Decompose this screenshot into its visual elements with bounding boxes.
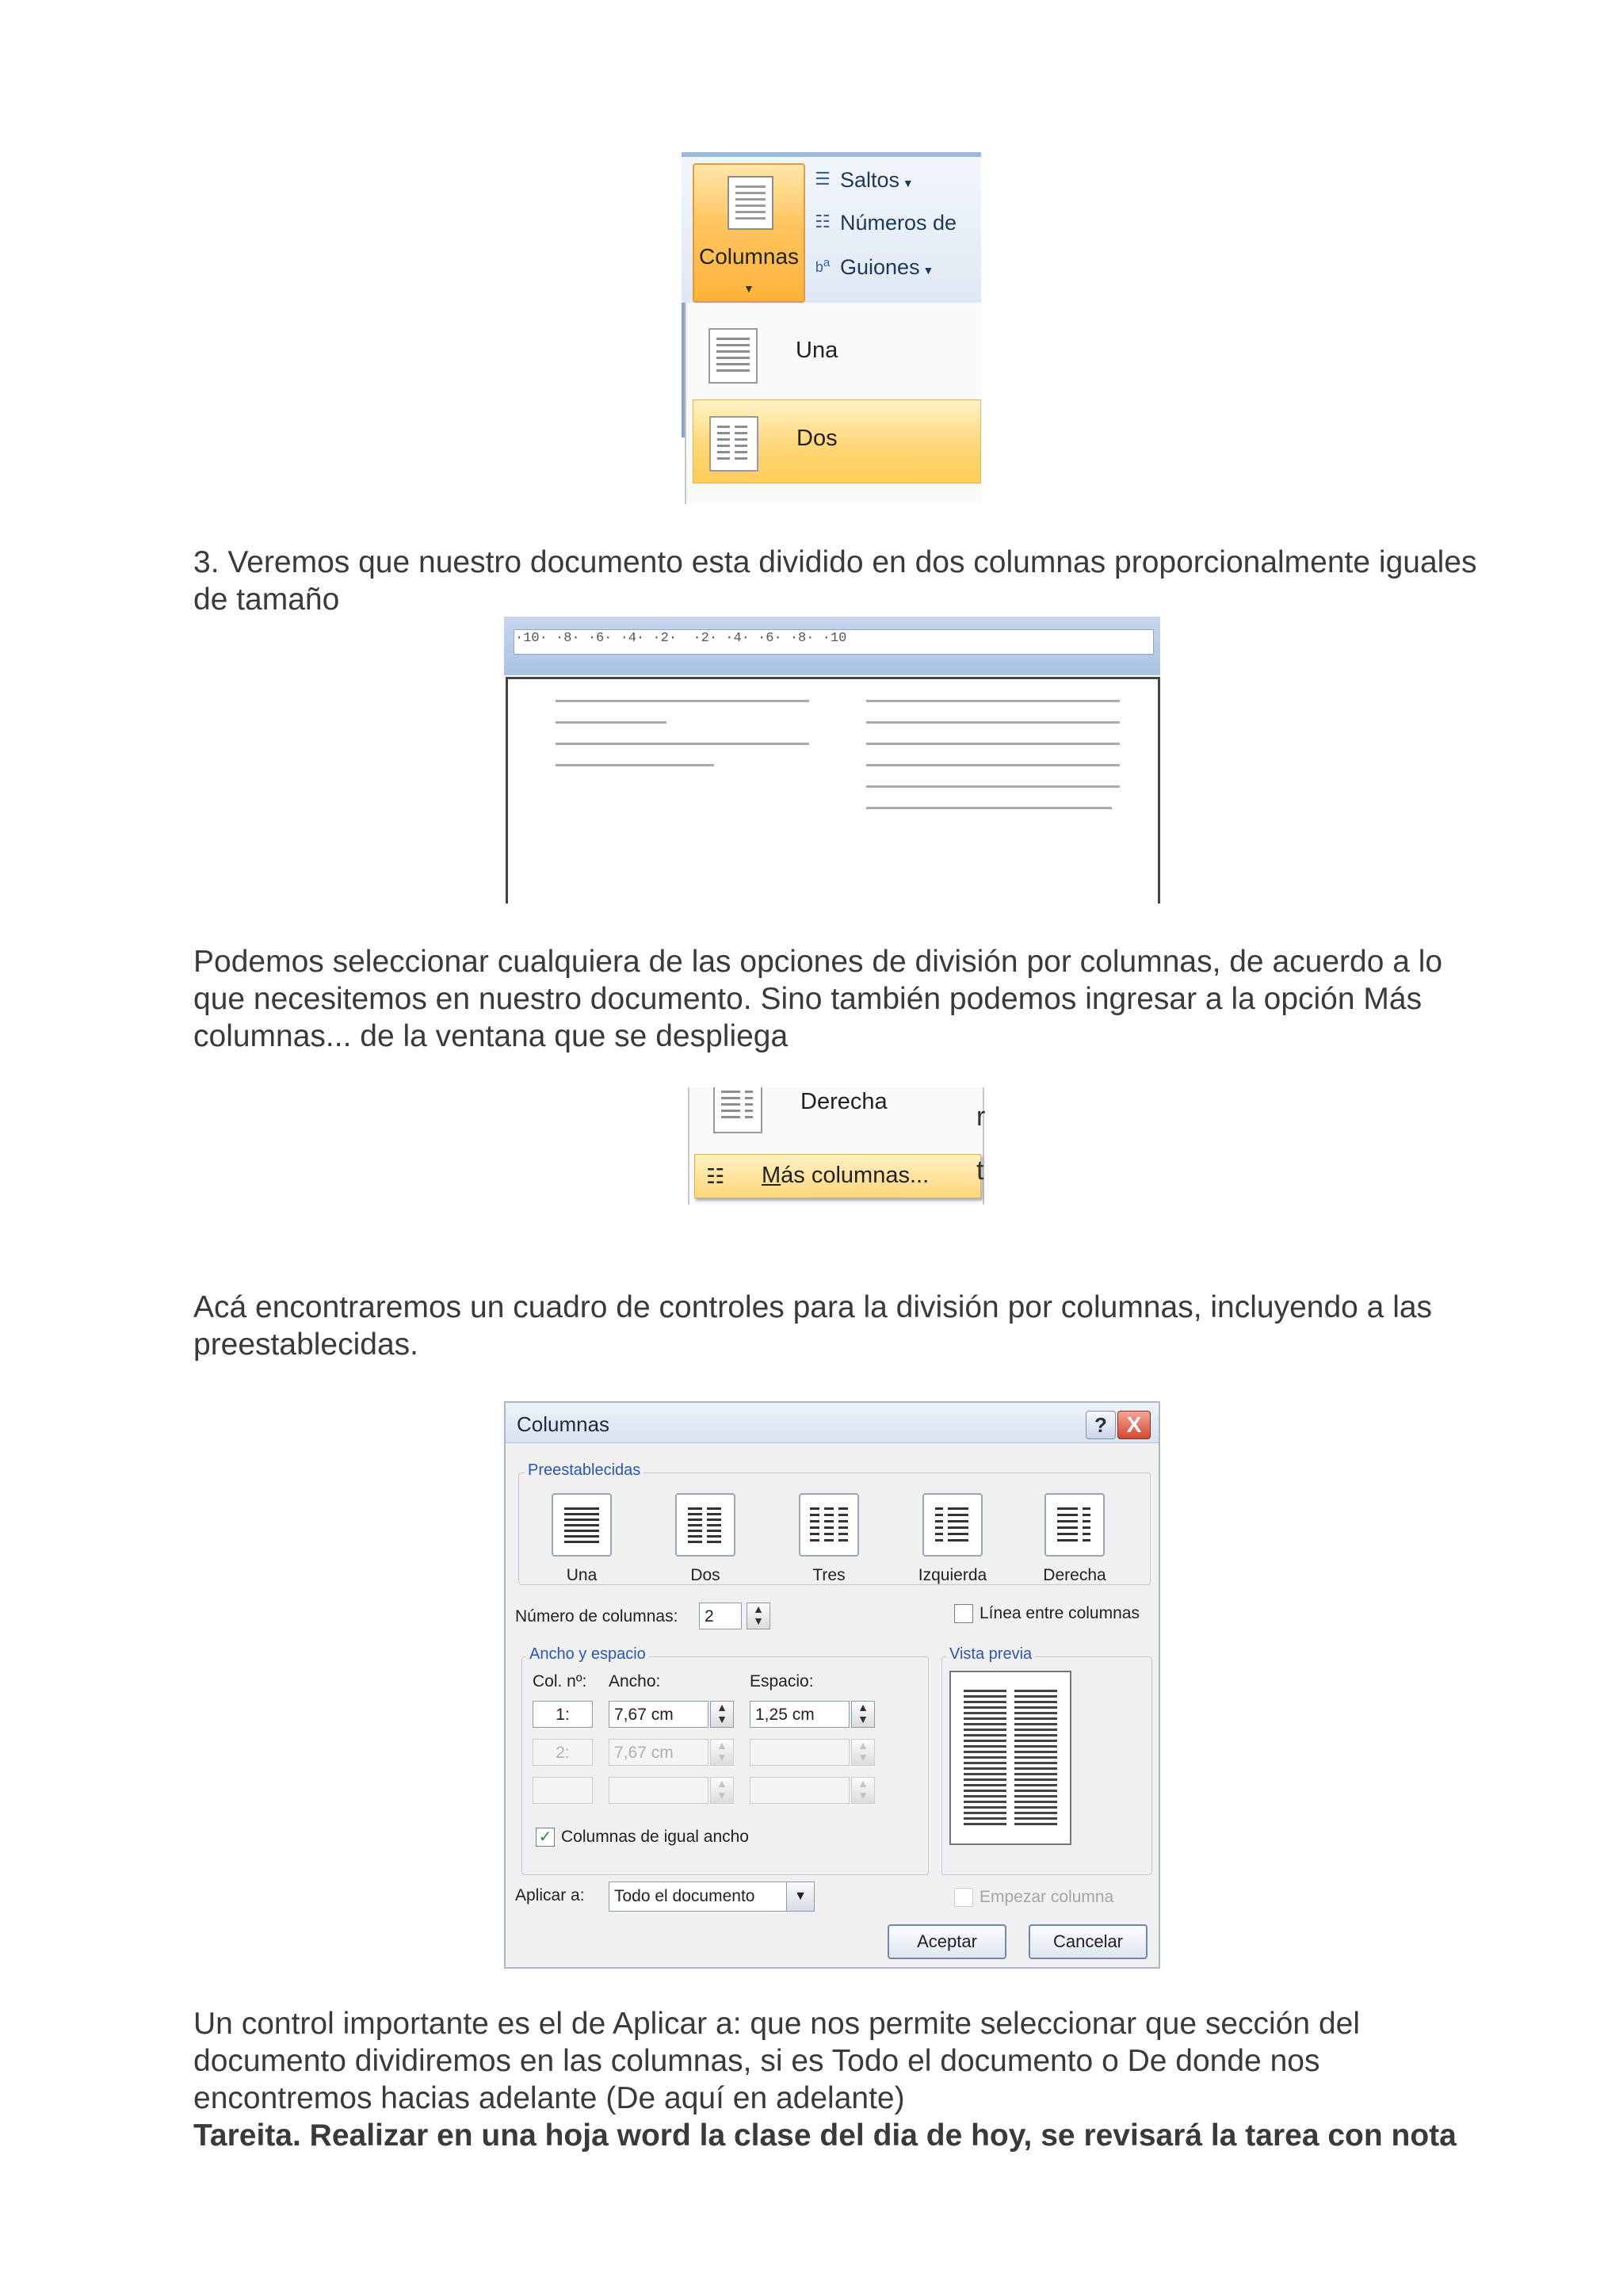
two-columns-icon	[675, 1493, 735, 1557]
line-between-label: Línea entre columnas	[980, 1604, 1140, 1622]
presets-group-label: Preestablecidas	[525, 1461, 643, 1480]
cancel-button[interactable]: Cancelar	[1029, 1924, 1148, 1959]
document-page	[506, 677, 1160, 904]
spacing-spinner-1[interactable]: ▲ ▼	[851, 1701, 875, 1728]
columns-ribbon-screenshot	[682, 152, 981, 504]
dropdown-panel	[688, 1087, 984, 1205]
spacing-input-1[interactable]: 1,25 cm	[750, 1701, 850, 1728]
hyphenation-label: Guiones	[840, 255, 920, 279]
spacing-input-2[interactable]	[750, 1739, 850, 1766]
chevron-down-icon: ▼	[743, 282, 754, 295]
paragraph-dialog-intro	[193, 1289, 1477, 1363]
dialog-titlebar[interactable]	[506, 1403, 1160, 1443]
left-text-column	[556, 700, 817, 785]
preset-label: Dos	[690, 1566, 720, 1584]
spacing-spinner-2[interactable]: ▲ ▼	[851, 1739, 875, 1766]
homework-text: Tareita. Realizar en una hoja word la clase del dia de hoy, se revisará la tarea con nota	[193, 2118, 1457, 2153]
columns-page-icon	[727, 176, 773, 230]
paragraph-apply-to	[193, 2005, 1477, 2154]
start-column-checkbox[interactable]	[954, 1888, 973, 1907]
preset-tres[interactable]	[799, 1493, 859, 1584]
menu-item-label: Dos	[796, 426, 838, 451]
saltos-button[interactable]: ☰ Saltos ▼	[808, 168, 914, 203]
close-button[interactable]: X	[1117, 1411, 1151, 1439]
dialog-title: Columnas	[517, 1412, 610, 1436]
clipped-text-fragment: r	[976, 1102, 986, 1132]
menu-item-una[interactable]	[693, 312, 980, 395]
right-column-icon	[1044, 1493, 1105, 1557]
preset-derecha[interactable]	[1043, 1493, 1106, 1584]
preview-column-left	[964, 1690, 1006, 1828]
menu-item-label: Una	[796, 338, 838, 363]
width-input-3[interactable]	[609, 1777, 708, 1804]
ok-button[interactable]: Aceptar	[888, 1924, 1006, 1959]
columns-dropdown-menu	[685, 303, 981, 504]
one-column-icon	[708, 328, 758, 384]
chevron-down-icon[interactable]: ▼	[786, 1882, 814, 1911]
preset-dos[interactable]	[675, 1493, 735, 1584]
clipped-text-fragment: t	[976, 1156, 984, 1186]
paragraph-column-options	[193, 943, 1477, 1055]
paragraph-text: 3. Veremos que nuestro documento esta dividido en dos columnas proporcionalmente iguales de tamaño	[193, 545, 1477, 617]
apply-to-value: Todo el documento	[614, 1887, 755, 1905]
paragraph-text: Acá encontraremos un cuadro de controles para la división por columnas, incluyendo a las preestablecidas.	[193, 1290, 1433, 1362]
two-column-document-screenshot	[504, 617, 1160, 904]
col-number-1: 1:	[533, 1701, 593, 1728]
num-columns-input[interactable]: 2	[699, 1603, 742, 1629]
three-columns-icon	[799, 1493, 859, 1557]
more-columns-label: Más columnas...	[762, 1163, 930, 1188]
width-input-2[interactable]: 7,67 cm	[609, 1739, 708, 1766]
menu-item-dos[interactable]	[693, 399, 981, 483]
columns-button-label: Columnas	[698, 244, 800, 269]
right-text-column	[866, 700, 1128, 828]
preview-column-right	[1014, 1690, 1057, 1828]
two-columns-icon	[709, 416, 758, 472]
saltos-label: Saltos	[840, 168, 900, 192]
paragraph-text: Podemos seleccionar cualquiera de las opciones de división por columnas, de acuerdo a lo que necesitemos en nuestro documento. Sino también podemos ingresar a la opción Más columnas... de la ventana que se despliega	[193, 945, 1443, 1053]
width-spinner-2[interactable]: ▲ ▼	[710, 1739, 734, 1766]
paragraph-text: Un control importante es el de Aplicar a: que nos permite seleccionar que sección del documento dividiremos en las columnas, si es Todo el documento o De donde nos encontremos hacias adelante (De aquí en adelante)	[193, 2007, 1360, 2115]
one-column-icon	[552, 1493, 612, 1557]
ribbon-top-border	[682, 152, 981, 157]
width-header: Ancho:	[609, 1672, 661, 1690]
width-input-1[interactable]: 7,67 cm	[609, 1701, 708, 1728]
breaks-icon: ☰	[815, 168, 831, 189]
right-column-icon	[713, 1087, 762, 1133]
equal-width-label: Columnas de igual ancho	[561, 1828, 749, 1846]
preset-izquierda[interactable]	[918, 1493, 987, 1584]
col-number-3	[533, 1777, 593, 1804]
columns-button[interactable]	[693, 163, 805, 303]
spacing-header: Espacio:	[750, 1672, 814, 1690]
preset-label: Una	[566, 1566, 598, 1584]
line-between-checkbox[interactable]	[954, 1604, 973, 1623]
num-columns-spinner[interactable]: ▲ ▼	[747, 1603, 770, 1629]
num-columns-label: Número de columnas:	[515, 1607, 678, 1626]
menu-item-derecha[interactable]: Derecha	[800, 1089, 888, 1114]
hyphenation-icon: $b^a$	[815, 255, 831, 275]
columns-dialog	[504, 1401, 1160, 1969]
ruler-scale: ·10· ·8· ·6· ·4· ·2· ·2· ·4· ·6· ·8· ·10	[515, 631, 847, 646]
ruler-bar	[504, 617, 1160, 675]
start-column-label: Empezar columna	[980, 1888, 1114, 1906]
width-spinner-1[interactable]: ▲ ▼	[710, 1701, 734, 1728]
more-columns-menu-screenshot	[683, 1087, 987, 1224]
preset-una[interactable]	[552, 1493, 612, 1584]
menu-item-more-columns[interactable]	[694, 1154, 984, 1198]
apply-to-select[interactable]	[609, 1881, 815, 1912]
line-numbers-icon: ☷	[815, 211, 831, 231]
apply-to-label: Aplicar a:	[515, 1886, 585, 1904]
line-numbers-button[interactable]	[808, 211, 957, 246]
preset-label: Derecha	[1043, 1566, 1106, 1584]
width-spacing-label: Ancho y espacio	[526, 1645, 649, 1664]
line-numbers-label: Números de	[840, 211, 957, 235]
hyphenation-button[interactable]: $b^a$ Guiones ▼	[808, 255, 934, 290]
spacing-input-3[interactable]	[750, 1777, 850, 1804]
column-preview	[949, 1671, 1071, 1845]
paragraph-step-3	[193, 544, 1477, 618]
left-column-icon	[922, 1493, 983, 1557]
help-button[interactable]: ?	[1086, 1411, 1116, 1439]
col-number-2: 2:	[533, 1739, 593, 1766]
equal-width-checkbox[interactable]: ✓	[536, 1828, 555, 1847]
columns-grid-icon: ☷	[706, 1164, 725, 1188]
width-spinner-3[interactable]: ▲ ▼	[710, 1777, 734, 1804]
preset-label: Tres	[812, 1566, 846, 1584]
preset-label: Izquierda	[918, 1566, 987, 1584]
preview-group-label: Vista previa	[946, 1645, 1035, 1664]
col-no-header: Col. nº:	[533, 1672, 587, 1690]
spacing-spinner-3[interactable]: ▲ ▼	[851, 1777, 875, 1804]
